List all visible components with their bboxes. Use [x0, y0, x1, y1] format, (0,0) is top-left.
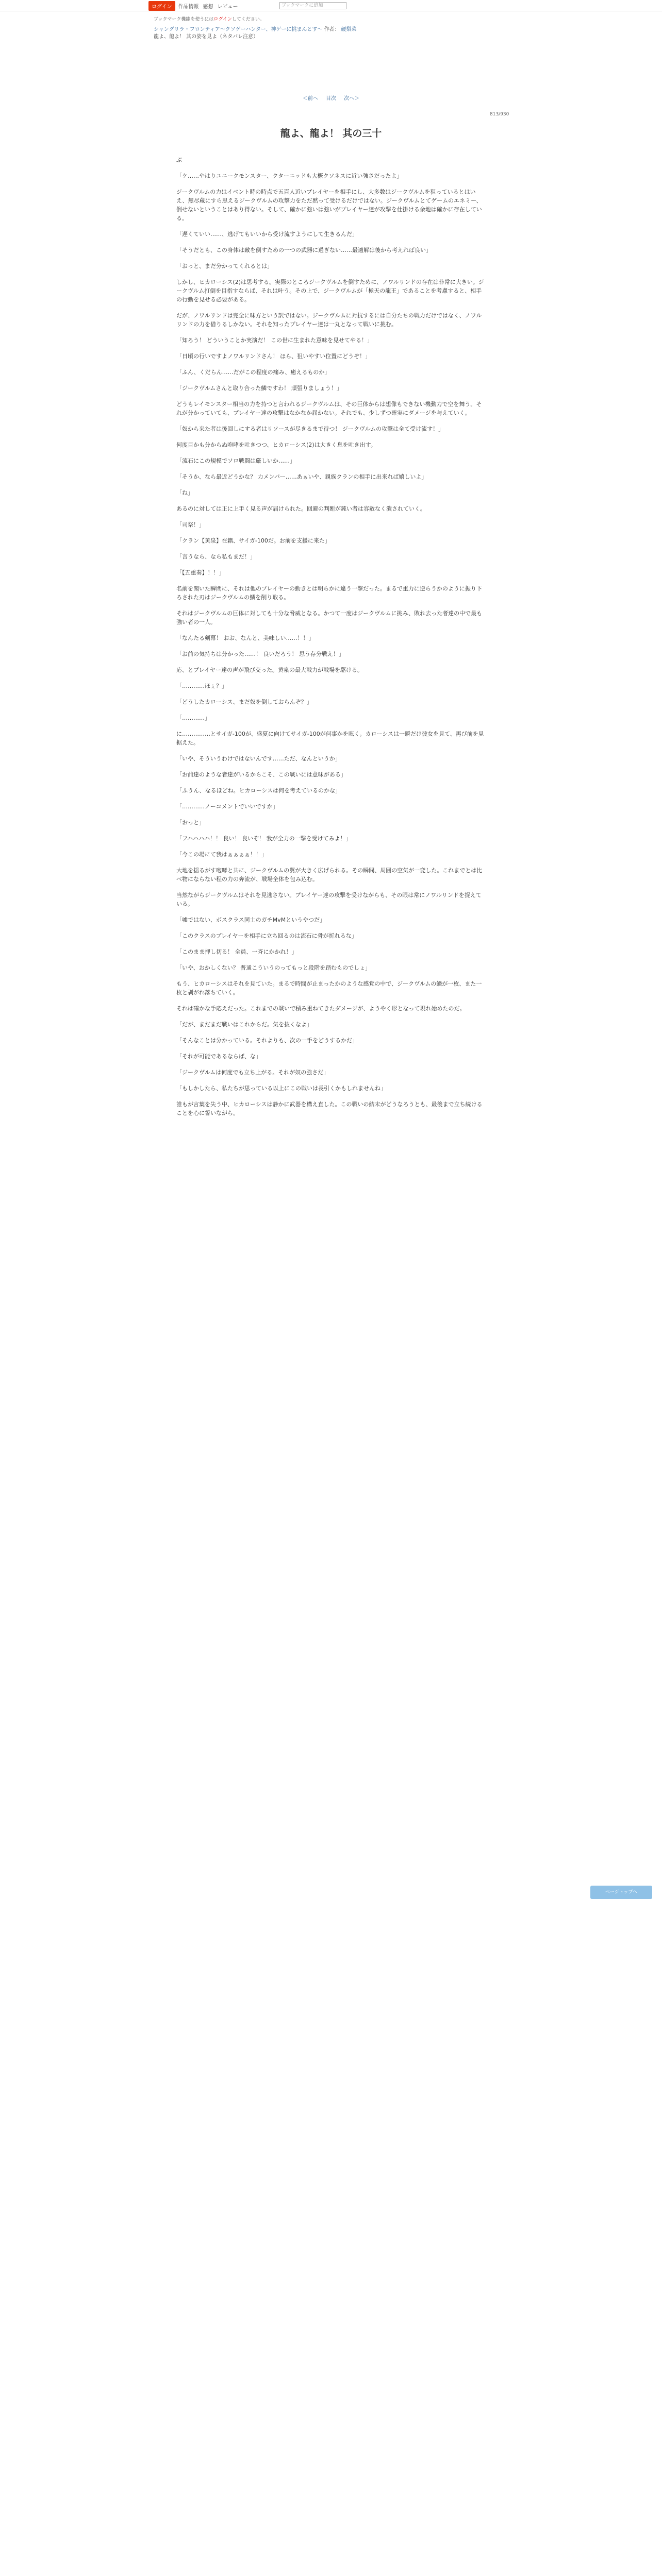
paragraph: 「嘘ではない、ボスクラス同士のガチMvMというやつだ」: [176, 917, 326, 923]
paragraph: ぶ: [176, 157, 182, 163]
paragraph: もう、ヒカローシスはそれを見ていた。まるで時間が止まったかのような感覚の中で、ジークヴルムの鱗が一枚、また一枚と剥がれ落ちていく。: [176, 980, 482, 996]
nav-link-impressions[interactable]: 感想: [203, 4, 213, 10]
paragraph: 「日頃の行いですよノワルリンドさん！ ほら、狙いやすい位置にどうぞ！」: [176, 353, 371, 360]
paragraph: 「そうだとも、この身体は敵を倒すための一つの武器に過ぎない……最適解は後から考えれば良い」: [176, 247, 432, 253]
paragraph: 「このまま押し切る！ 全員、一斉にかかれ！」: [176, 948, 297, 955]
paragraph: 「奴から来た者は後回しにする者はリソースが尽きるまで待つ！ ジークヴルムの攻撃は全て受け流す！」: [176, 426, 444, 432]
nav-link-review[interactable]: レビュー: [217, 4, 238, 10]
paragraph: 「それが可能であるならば、な」: [176, 1053, 261, 1060]
paragraph: 「司祭！」: [176, 521, 205, 528]
paragraph: 名前を聞いた瞬間に、それは他のプレイヤーの動きとは明らかに違う一撃だった。まるで重力に逆らうかのように振り下ろされた刃はジークヴルムの鱗を削り取る。: [176, 585, 482, 601]
paragraph: 「ふん、くだらん……だがこの程度の痛み、癒えるものか」: [176, 369, 330, 376]
chapter-subtitle: 龍よ、龍よ！ 其の姿を見よ（ネタバレ注意）: [154, 34, 259, 40]
paragraph: 応、とプレイヤー達の声が飛び交った。黄泉の最大戦力が戦場を駆ける。: [176, 667, 363, 673]
bookmark-add-box[interactable]: ブックマークに追加: [279, 2, 346, 9]
paragraph: 「おっと」: [176, 819, 205, 826]
paragraph: 何度目かも分からぬ咆哮を吐きつつ、ヒカローシス(2)は大きく息を吐き出す。: [176, 442, 376, 448]
paragraph: 「…………ほぇ？」: [176, 683, 227, 689]
author-label: 作者：: [324, 27, 340, 32]
bookmark-notice-text-post: してください。: [231, 17, 264, 22]
paragraph: 「流石にこの規模でソロ戦闘は厳しいか……」: [176, 457, 295, 464]
page-top-button[interactable]: ページトップへ: [590, 1886, 652, 1899]
paragraph: に……………とサイガ-100が、盛夏に向けてサイガ-100が何事かを呟く。カローシスは一瞬だけ彼女を見て、再び前を見据えた。: [176, 731, 484, 746]
index-link[interactable]: 目次: [326, 96, 336, 101]
paragraph: それはジークヴルムの巨体に対しても十分な脅威となる。かつて一度はジークヴルムに挑み、敗れ去った者達の中で最も強い者の一人。: [176, 610, 483, 625]
paragraph: 「知ろう！ どういうことか実演だ！ この世に生まれた意味を見せてやる！」: [176, 337, 373, 344]
pager-top: [0, 94, 662, 101]
paragraph: 「【五重奏】！！」: [176, 569, 225, 576]
paragraph: 当然ながらジークヴルムはそれを見逃さない。プレイヤー達の攻撃を受けながらも、その眼は常にノワルリンドを捉えている。: [176, 892, 482, 907]
paragraph: 「そうか、なら最近どうかな？ 力メンバー……あぁいや、親族クランの相手に出来れば嬉しいよ」: [176, 473, 427, 480]
paragraph: 「なんたる剣幕！ おお、なんと、美味しい……！！」: [176, 635, 315, 641]
paragraph: 「お前の気持ちは分かった……！ 良いだろう！ 思う存分戦え！」: [176, 651, 344, 657]
breadcrumb: [154, 25, 356, 32]
paragraph: 誰もが言葉を失う中、ヒカローシスは静かに武器を構え直した。この戦いの結末がどうなろうとも、最後まで立ち続けることを心に誓いながら。: [176, 1101, 483, 1116]
paragraph: 「言うなら、なら私もまだ！」: [176, 553, 256, 560]
work-title-link[interactable]: シャングリラ・フロンティア〜クソゲーハンター、神ゲーに挑まんとす〜: [154, 27, 323, 32]
paragraph: 「遅くていい……、逃げてもいいから受け流すようにして生きるんだ」: [176, 231, 358, 238]
paragraph: 「ふうん、なるほどね。ヒカローシスは何を考えているのかな」: [176, 787, 341, 794]
paragraph: 「もしかしたら、私たちが思っている以上にこの戦いは長引くかもしれませんね」: [176, 1085, 386, 1092]
prev-link[interactable]: ＜前へ: [302, 96, 318, 101]
paragraph: それは確かな手応えだった。これまでの戦いで積み重ねてきたダメージが、ようやく形となって現れ始めたのだ。: [176, 1005, 466, 1012]
bookmark-login-link[interactable]: ログイン: [213, 17, 232, 22]
paragraph: 「このクラスのプレイヤーを相手に立ち回るのは流石に骨が折れるな」: [176, 933, 357, 939]
paragraph: 「お前達のような者達がいるからこそ、この戦いには意味がある」: [176, 771, 346, 778]
paragraph: ジークヴルムの力はイベント時の時点で五百人近いプレイヤーを相手にし、大多数はジークヴルムを狙っているとはいえ、無尽蔵にすら思えるジークヴルムの攻撃力をただ黙って受けるだけではない。ジークヴルムとてゲームのエネミー、倒せないということはあり得ない。そして、確かに強いは強いがプレイヤー達が攻撃を仕掛ける余地は確かに存在している。: [176, 189, 482, 222]
paragraph: 「…………ノーコメントでいいですか」: [176, 803, 278, 810]
paragraph: あるのに対しては正に上手く見る声が届けられた。回避の判断が鈍い者は容赦なく潰されていく。: [176, 505, 426, 512]
paragraph: 「どうしたカローシス、まだ奴を倒しておらんぞ？」: [176, 699, 312, 705]
paragraph: 「フハハハハ！！ 良い！ 良いぞ！ 我が全力の一撃を受けてみよ！」: [176, 835, 352, 842]
paragraph: 「おっと、まだ分かってくれるとは」: [176, 263, 273, 269]
nav-link-info[interactable]: 作品情報: [178, 4, 199, 10]
paragraph: 「ね」: [176, 489, 193, 496]
paragraph: しかし、ヒカローシス(2)は思考する。実際のところジークヴルムを倒すために、ノワルリンドの存在は非常に大きい。ジークヴルム打倒を目指すならば、それは叶う。その上で、ジークヴルムが「極天の龍王」であることを考慮すると、相手の行動を見せる必要がある。: [176, 279, 484, 303]
paragraph: 「ジークヴルムは何度でも立ち上がる。それが奴の強さだ」: [176, 1069, 329, 1076]
next-link[interactable]: 次へ＞: [344, 96, 360, 101]
paragraph: 「ジークヴルムさんと取り合った鱗ですわ！ 頑張りましょう！」: [176, 385, 342, 392]
top-bar: [0, 0, 662, 11]
paragraph: 「ケ……やはりユニークモンスター、クターニッドも大概クソネスに近い強さだったよ」: [176, 173, 403, 179]
paragraph: だが、ノワルリンドは完全に味方という訳ではない。ジークヴルムに対抗するには自分たちの戦力だけではなく、ノワルリンドの力を借りるしかない。それを知ったプレイヤー達は一丸となって戦いに挑む。: [176, 312, 482, 328]
login-button[interactable]: ログイン: [148, 1, 175, 11]
paragraph: 「だが、まだまだ戦いはこれからだ。気を抜くなよ」: [176, 1021, 312, 1028]
paragraph: 大地を揺るがす咆哮と共に、ジークヴルムの翼が大きく広げられる。その瞬間、周囲の空気が一変した。これまでとは比べ物にならない程の力の奔流が、戦場全体を包み込む。: [176, 867, 483, 883]
bookmark-notice: [154, 15, 264, 22]
author-link[interactable]: 硬梨菜: [341, 27, 357, 32]
paragraph: どうもレイモンスター相当の力を持つと言われるジークヴルムは、その巨体からは想像もできない機動力で空を舞う。それが分かっていても、プレイヤー達の攻撃はなかなか届かない。それでも、少しずつ確実にダメージを与えていく。: [176, 401, 482, 416]
paragraph: 「今この場にて我はぁぁぁぁ！！」: [176, 851, 267, 858]
paragraph: 「そんなことは分かっている。それよりも、次の一手をどうするかだ」: [176, 1037, 358, 1044]
paragraph: 「いや、そういうわけではないんです……ただ、なんというか」: [176, 755, 341, 762]
bookmark-notice-text: ブックマーク機能を使うには: [154, 17, 214, 22]
paragraph: 「クラン【黄泉】在籍、サイガ-100だ。お前を支援に来た」: [176, 537, 330, 544]
paragraph: 「…………」: [176, 715, 210, 721]
novel-body: [176, 156, 486, 1125]
chapter-title: 龍よ、龍よ！ 其の三十: [280, 128, 382, 139]
paragraph: 「いや、おかしくない？ 普通こういうのってもっと段階を踏むものでしょ」: [176, 964, 371, 971]
page-number: 813/930: [490, 112, 509, 117]
